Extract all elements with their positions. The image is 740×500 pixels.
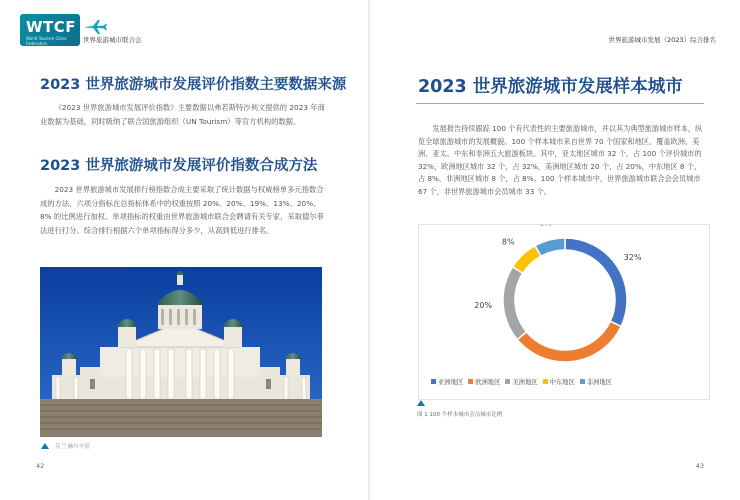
donut-chart — [418, 224, 710, 400]
legend-item-0 — [431, 377, 463, 386]
section1-title: 2023 世界旅游城市发展评价指数主要数据来源 — [40, 77, 347, 93]
donut-slice-1 — [517, 321, 621, 362]
title-underline — [416, 103, 704, 104]
legend-swatch-4 — [580, 379, 585, 384]
legend-swatch-2 — [505, 379, 510, 384]
right-page-title: 2023 世界旅游城市发展样本城市 — [418, 77, 683, 97]
legend-item-1 — [468, 377, 500, 386]
legend-item-3 — [543, 377, 575, 386]
photo-caption — [41, 442, 90, 450]
donut-label-0: 32% — [623, 253, 642, 263]
legend-label-2: 美洲地区 — [512, 379, 538, 386]
donut-slice-4 — [535, 238, 565, 256]
donut-slice-2 — [503, 267, 526, 340]
legend-item-2 — [505, 377, 537, 386]
legend-label-1: 欧洲地区 — [475, 379, 501, 386]
chart-legend — [431, 377, 617, 386]
section2-paragraph: 2023 世界旅游城市发展排行榜指数合成主要采取了统计数据与权威榜单多元指数合成的方法，六项分指标在总指标体系中的权重按照 20%、20%、19%、13%、20%、8% 的比例进行加权。单项指标的权重由世界旅游城市联合会聘请有关专家，采取德尔菲法进行打分。综合排行根据六个单项指标得分多少，从高到低进行排名。 — [40, 185, 324, 235]
right-paragraph: 发展报告持续跟踪 100 个有代表性的主要旅游城市，并以其为典型旅游城市样本，纵览全球旅游城市的发展概貌。100 个样本城市来自世界 70 个国家和地区，覆盖欧洲、美洲、亚太、中东和非洲五大旅游板块。其中，亚太地区城市 32 个，占 100 个评价城市的 32%，欧洲地区城市 32 个，占 32%，美洲地区城市 20 个，占 20%，中东地区 8 个，占 8%，非洲地区城市 8 个，占 8%。100 个样本城市中，世界旅游城市联合会会员城市 67 个，非世界旅游城市会员城市 33 个。 — [418, 124, 703, 196]
donut-slice-0 — [565, 238, 627, 326]
legend-swatch-3 — [543, 379, 548, 384]
airplane-icon — [83, 18, 107, 34]
photo-caption-text: 芬兰 赫尔辛基 — [55, 444, 90, 450]
caption-triangle-icon — [41, 443, 49, 449]
cathedral-photo — [40, 267, 322, 437]
right-page — [370, 0, 740, 500]
legend-label-0: 亚洲地区 — [438, 379, 464, 386]
page-number-left: 42 — [36, 462, 45, 470]
donut-chart-svg — [419, 225, 711, 375]
section2-title: 2023 世界旅游城市发展评价指数合成方法 — [40, 158, 318, 174]
legend-swatch-1 — [468, 379, 473, 384]
legend-label-3: 中东地区 — [549, 379, 575, 386]
page-number-right: 43 — [695, 462, 704, 470]
legend-label-4: 非洲地区 — [586, 379, 612, 386]
section1-paragraph: 《2023 世界旅游城市发展评价指数》主要数据以弗若斯特沙利文提供的 2023 年商业数据为基础，同时吸纳了联合国旅游组织（UN Tourism）等官方机构的数据。 — [40, 103, 325, 126]
logo-text: WTCF — [26, 18, 77, 36]
running-header: 世界旅游城市发展（2023）综合排名 — [608, 36, 716, 44]
logo-subtitle: World Tourism Cities Federation — [26, 36, 67, 46]
donut-label-2: 20% — [474, 301, 493, 311]
legend-item-4 — [580, 377, 612, 386]
figure-caption: 图 1 100 个样本城市会员城市比例 — [417, 412, 503, 418]
legend-swatch-0 — [431, 379, 436, 384]
donut-label-3: 8% — [501, 237, 515, 247]
figure-triangle-icon — [417, 400, 425, 406]
org-name: 世界旅游城市联合会 — [83, 36, 142, 44]
wtcf-logo — [20, 14, 80, 46]
donut-label-4 — [539, 225, 552, 227]
